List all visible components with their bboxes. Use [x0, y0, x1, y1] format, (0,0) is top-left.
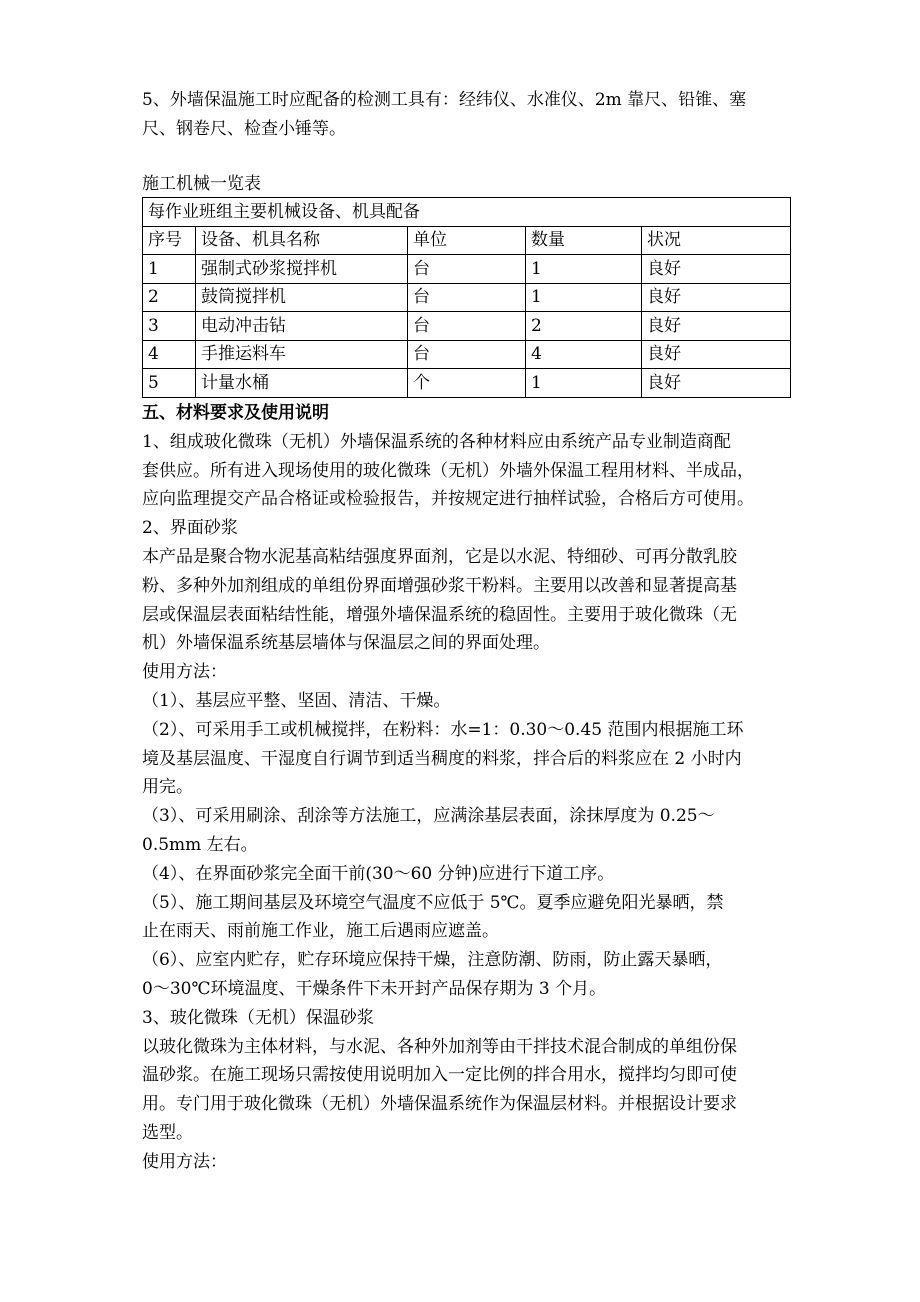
header-cell: 设备、机具名称: [196, 226, 408, 255]
table-cell: 2: [143, 283, 196, 312]
table-cell: 4: [143, 340, 196, 369]
step-line: （6）、应室内贮存，贮存环境应保持干燥，注意防潮、防雨，防止露天暴晒，: [142, 950, 723, 971]
step-line: （4）、在界面砂浆完全面干前(30～60 分钟)应进行下道工序。: [142, 863, 615, 884]
table-cell: 个: [408, 369, 526, 398]
text-line: 尺、钢卷尺、检查小锤等。: [142, 118, 346, 139]
table-cell: 计量水桶: [196, 369, 408, 398]
equipment-table: [142, 197, 791, 398]
table-cell: 台: [408, 255, 526, 284]
text-line: 用。专门用于玻化微珠（无机）外墙保温系统作为保温层材料。并根据设计要求: [142, 1094, 737, 1115]
table-caption-text: 施工机械一览表: [142, 174, 261, 194]
text-line: 套供应。所有进入现场使用的玻化微珠（无机）外墙外保温工程用材料、半成品，: [142, 460, 754, 481]
text-line: 以玻化微珠为主体材料，与水泥、各种外加剂等由干拌技术混合制成的单组份保: [142, 1036, 737, 1057]
text-line: 应向监理提交产品合格证或检验报告，并按规定进行抽样试验，合格后方可使用。: [142, 489, 754, 510]
header-cell: 序号: [143, 226, 196, 255]
header-cell: 状况: [642, 226, 791, 255]
text-line: 粉、多种外加剂组成的单组份界面增强砂浆干粉料。主要用以改善和显著提高基: [142, 575, 737, 596]
table-cell: 良好: [642, 312, 791, 341]
header-cell: 数量: [526, 226, 642, 255]
step-line: （1）、基层应平整、坚固、清洁、干燥。: [142, 690, 451, 711]
step-line: 止在雨天、雨前施工作业，施工后遇雨应遮盖。: [142, 921, 499, 942]
step-line: 境及基层温度、干湿度自行调节到适当稠度的料浆，拌合后的料浆应在 2 小时内: [142, 748, 742, 769]
table-cell: 鼓筒搅拌机: [196, 283, 408, 312]
table-cell: 4: [526, 340, 642, 369]
table-row: [143, 340, 791, 369]
table-cell: 5: [143, 369, 196, 398]
section-5: [142, 399, 792, 1177]
table-cell: 良好: [642, 255, 791, 284]
table-header-row: [143, 226, 791, 255]
text-line: 机）外墙保温系统基层墙体与保温层之间的界面处理。: [142, 633, 550, 654]
step-line: （5）、施工期间基层及环境空气温度不应低于 5℃。夏季应避免阳光暴晒，禁: [142, 892, 724, 913]
table-caption: [142, 170, 792, 199]
table-cell: 1: [143, 255, 196, 284]
table-cell: 台: [408, 340, 526, 369]
table-cell: 1: [526, 283, 642, 312]
table-cell: 电动冲击钻: [196, 312, 408, 341]
header-cell: 单位: [408, 226, 526, 255]
section-heading: 五、材料要求及使用说明: [142, 403, 329, 423]
table-row: [143, 283, 791, 312]
text-line: 1、组成玻化微珠（无机）外墙保温系统的各种材料应由系统产品专业制造商配: [142, 431, 731, 452]
table-cell: 强制式砂浆搅拌机: [196, 255, 408, 284]
table-cell: 1: [526, 369, 642, 398]
text-line: 本产品是聚合物水泥基高粘结强度界面剂，它是以水泥、特细砂、可再分散乳胶: [142, 546, 737, 567]
table-title-row: [143, 198, 791, 227]
subheading: 2、界面砂浆: [142, 518, 238, 539]
table-row: [143, 255, 791, 284]
table-cell: 良好: [642, 283, 791, 312]
tool-list-paragraph: [142, 86, 792, 144]
step-line: （3）、可采用刷涂、刮涂等方法施工，应满涂基层表面，涂抹厚度为 0.25～: [142, 806, 715, 827]
text-line: 选型。: [142, 1122, 193, 1143]
step-line: 0～30℃环境温度、干燥条件下未开封产品保存期为 3 个月。: [142, 978, 607, 999]
text-line: 5、外墙保温施工时应配备的检测工具有：经纬仪、水准仪、2m 靠尺、铅锥、塞: [142, 90, 747, 110]
table-cell: 2: [526, 312, 642, 341]
table-title: 每作业班组主要机械设备、机具配备: [143, 198, 791, 227]
table-cell: 1: [526, 255, 642, 284]
usage-label: 使用方法：: [142, 662, 227, 683]
table-cell: 3: [143, 312, 196, 341]
step-line: 0.5mm 左右。: [142, 834, 258, 855]
table-cell: 良好: [642, 369, 791, 398]
text-line: 温砂浆。在施工现场只需按使用说明加入一定比例的拌合用水，搅拌均匀即可使: [142, 1065, 737, 1086]
step-line: 用完。: [142, 777, 193, 798]
table-cell: 手推运料车: [196, 340, 408, 369]
usage-label: 使用方法：: [142, 1151, 227, 1172]
table-cell: 台: [408, 312, 526, 341]
subheading: 3、玻化微珠（无机）保温砂浆: [142, 1007, 374, 1028]
table-cell: 良好: [642, 340, 791, 369]
table-row: [143, 312, 791, 341]
table-cell: 台: [408, 283, 526, 312]
table-row: [143, 369, 791, 398]
text-line: 层或保温层表面粘结性能，增强外墙保温系统的稳固性。主要用于玻化微珠（无: [142, 604, 737, 625]
step-line: （2）、可采用手工或机械搅拌，在粉料：水=1：0.30～0.45 范围内根据施工环: [142, 719, 744, 740]
